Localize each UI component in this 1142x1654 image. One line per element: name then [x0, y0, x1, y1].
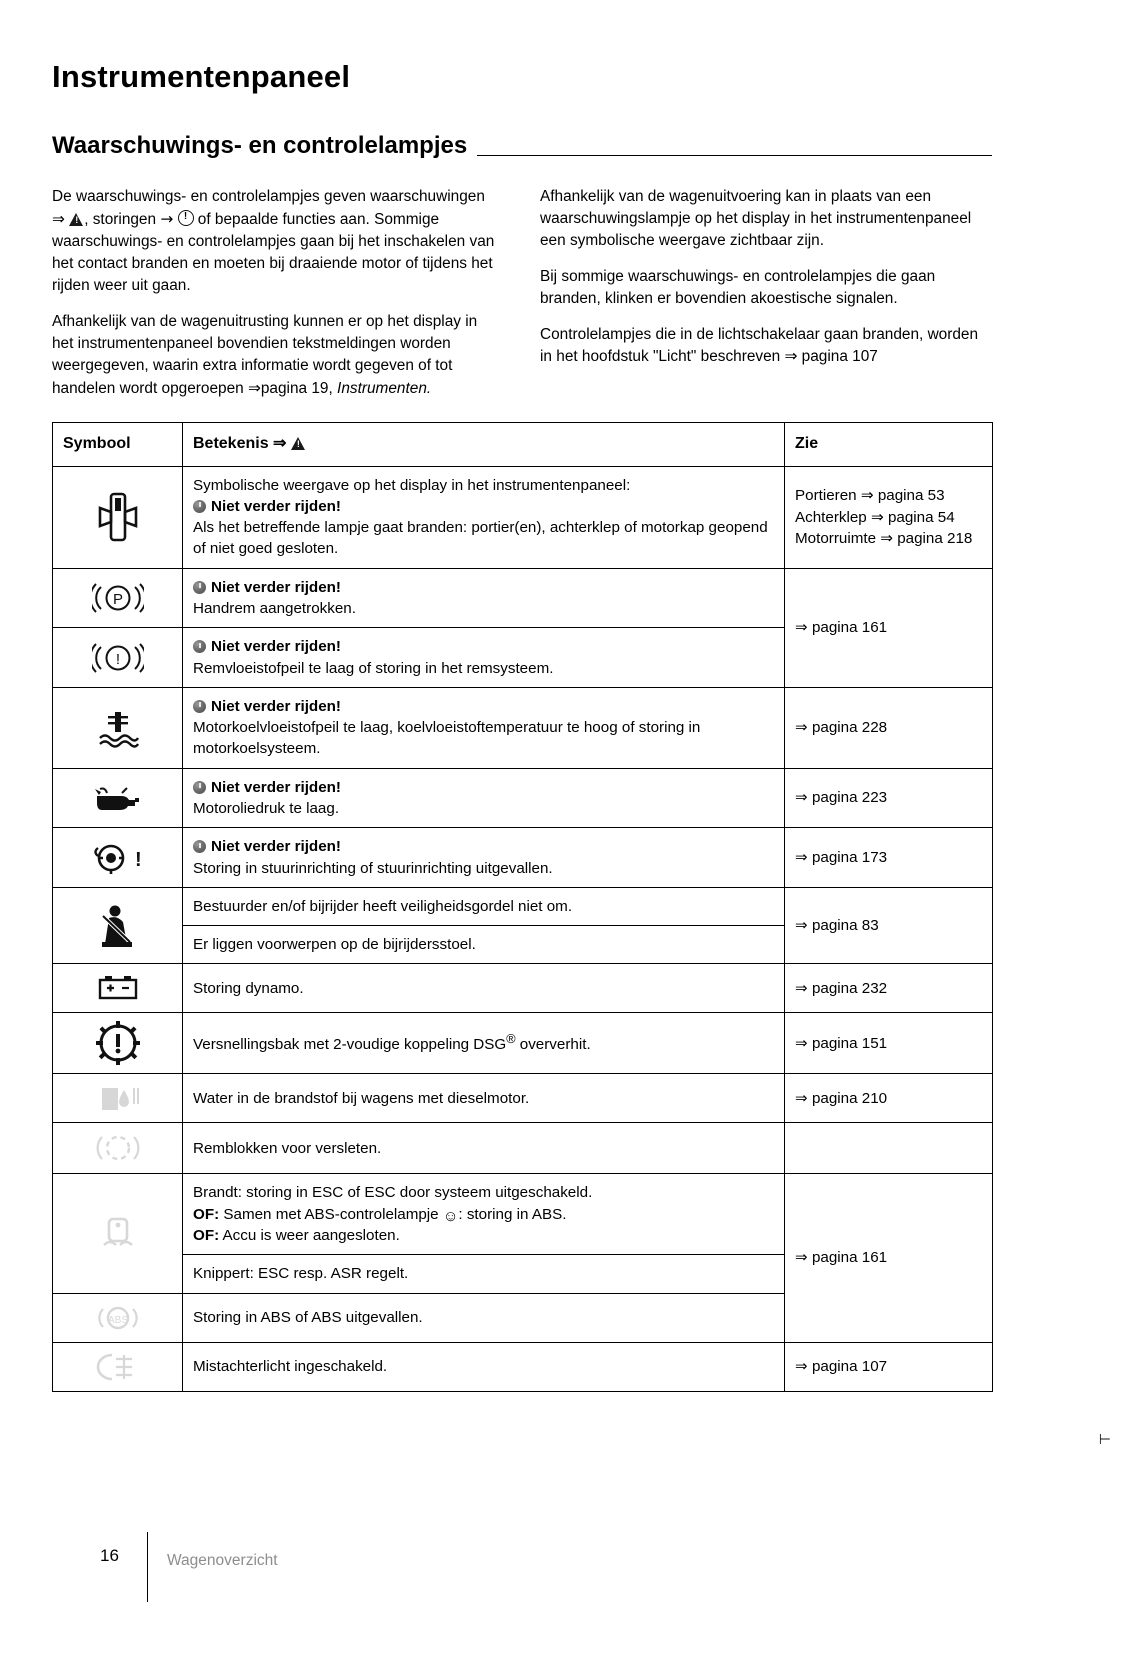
meaning-cell: Knippert: ESC resp. ASR regelt. [183, 1255, 785, 1293]
abs-inline-icon: ☺ [442, 1207, 459, 1225]
table-row [53, 1174, 993, 1255]
rear-fog-light-icon [94, 1351, 142, 1383]
symbol-cell [53, 466, 183, 568]
table-row [53, 687, 993, 768]
meaning-cell: Storing in ABS of ABS uitgevallen. [183, 1293, 785, 1342]
meaning-line: Symbolische weergave op het display in het instrumentenpaneel: [193, 476, 631, 494]
page-edge-mark: ⊢ [1098, 1431, 1110, 1447]
table-row [53, 1123, 993, 1174]
symbol-cell [53, 887, 183, 964]
see-cell: ⇒ pagina 173 [785, 828, 993, 888]
meaning-line: Niet verder rijden! [193, 496, 774, 517]
page-footer [52, 1532, 992, 1592]
alternator-battery-icon [92, 972, 144, 1004]
intro-paragraph: De waarschuwings- en controlelampjes geven waarschuwingen ⇒ ! , storingen → ! of bepaalde functies aan. Sommige waarschuwings- en controlelampjes gaan bij het inschakelen van het contact branden en moeten bij draaiende motor of tijdens het rijden weer uit gaan. [52, 186, 502, 297]
warning-bullet-icon [193, 640, 206, 653]
warning-bullet-icon [193, 781, 206, 794]
info-circle-icon [178, 210, 194, 226]
meaning-cell: Er liggen voorwerpen op de bijrijdersstoel. [183, 926, 785, 964]
meaning-cell [183, 568, 785, 628]
meaning-line: Brandt: storing in ESC of ESC door systeem uitgeschakeld. [193, 1184, 593, 1202]
meaning-line: Niet verder rijden! [193, 636, 774, 657]
symbol-cell [53, 768, 183, 828]
meaning-cell: Mistachterlicht ingeschakeld. [183, 1342, 785, 1391]
meaning-line: OF: Accu is weer aangesloten. [193, 1226, 400, 1244]
intro-columns [52, 186, 992, 400]
see-line: Motorruimte ⇒ pagina 218 [795, 528, 973, 547]
table-header-row [53, 423, 993, 466]
see-line: Achterklep ⇒ pagina 54 [795, 507, 955, 526]
meaning-cell: Bestuurder en/of bijrijder heeft veiligheidsgordel niet om. [183, 887, 785, 925]
section-title: Waarschuwings- en controlelampjes [52, 132, 477, 160]
see-cell [785, 1123, 993, 1174]
meaning-line: Niet verder rijden! [193, 577, 774, 598]
symbol-cell [53, 1342, 183, 1391]
brake-warning-icon [92, 641, 144, 675]
see-cell: ⇒ pagina 232 [785, 964, 993, 1013]
warning-bullet-icon [193, 700, 206, 713]
see-cell: ⇒ pagina 161 [785, 1174, 993, 1342]
meaning-line: Motoroliedruk te laag. [193, 800, 340, 817]
svg-text:!: ! [134, 848, 142, 871]
car-door-open-icon [96, 488, 140, 546]
meaning-line: Handrem aangetrokken. [193, 600, 356, 618]
dsg-gearbox-icon [96, 1021, 140, 1065]
table-row [53, 466, 993, 568]
warning-bullet-icon [193, 581, 206, 594]
footer-section-label: Wagenoverzicht [167, 1552, 278, 1569]
see-cell [785, 466, 993, 568]
brake-pad-wear-icon [96, 1131, 140, 1165]
column-header-see: Zie [785, 423, 993, 466]
power-steering-icon [90, 841, 146, 875]
see-cell: ⇒ pagina 223 [785, 768, 993, 828]
symbol-cell [53, 828, 183, 888]
meaning-cell [183, 1174, 785, 1255]
meaning-cell [183, 628, 785, 688]
meaning-cell [183, 687, 785, 768]
symbol-cell [53, 1074, 183, 1123]
column-header-meaning: Betekenis ⇒ ! [183, 423, 785, 466]
meaning-line: Storing in stuurinrichting of stuurinrichting uitgevallen. [193, 859, 553, 877]
meaning-line: Niet verder rijden! [193, 696, 774, 717]
warning-triangle-icon [291, 437, 306, 450]
see-cell: ⇒ pagina 107 [785, 1342, 993, 1391]
see-cell: ⇒ pagina 151 [785, 1013, 993, 1074]
seatbelt-icon [96, 902, 140, 950]
svg-text:!: ! [115, 650, 120, 668]
meaning-cell: Water in de brandstof bij wagens met dieselmotor. [183, 1074, 785, 1123]
table-row [53, 1342, 993, 1391]
intro-paragraph: Bij sommige waarschuwings- en controlelampjes die gaan branden, klinken er bovendien akoestische signalen. [540, 268, 936, 308]
meaning-line: Remvloeistofpeil te laag of storing in het remsysteem. [193, 659, 554, 677]
see-line: Portieren ⇒ pagina 53 [795, 486, 945, 505]
svg-text:ABS: ABS [107, 1314, 128, 1326]
see-cell: ⇒ pagina 228 [785, 687, 993, 768]
footer-divider [147, 1532, 148, 1602]
warning-bullet-icon [193, 840, 206, 853]
symbol-cell [53, 1293, 183, 1342]
table-row [53, 828, 993, 888]
see-cell: ⇒ pagina 83 [785, 887, 993, 964]
symbol-cell [53, 1013, 183, 1074]
symbol-cell [53, 568, 183, 628]
meaning-cell [183, 466, 785, 568]
meaning-cell: Versnellingsbak met 2-voudige koppeling DSG® oververhit. [183, 1013, 785, 1074]
see-cell: ⇒ pagina 210 [785, 1074, 993, 1123]
meaning-line: OF: Samen met ABS-controlelampje ☺: storing in ABS. [193, 1205, 567, 1225]
svg-text:P: P [112, 591, 123, 609]
table-row [53, 1074, 993, 1123]
meaning-cell: Storing dynamo. [183, 964, 785, 1013]
water-in-fuel-icon [94, 1082, 142, 1114]
table-row [53, 768, 993, 828]
column-header-symbol: Symbool [53, 423, 183, 466]
intro-right-column [540, 186, 990, 400]
symbol-cell [53, 1174, 183, 1293]
warning-bullet-icon [193, 500, 206, 513]
table-row [53, 1013, 993, 1074]
warning-lamps-table [52, 422, 993, 1391]
table-row [53, 568, 993, 628]
esc-icon [96, 1211, 140, 1255]
intro-left-column [52, 186, 502, 400]
chapter-title: Instrumentenpaneel [52, 59, 351, 94]
coolant-temperature-icon [92, 708, 144, 748]
meaning-cell [183, 768, 785, 828]
symbol-cell [53, 687, 183, 768]
parking-brake-icon [92, 581, 144, 615]
page-content [52, 60, 992, 1392]
symbol-cell [53, 964, 183, 1013]
meaning-line: Niet verder rijden! [193, 777, 774, 798]
abs-icon [94, 1302, 142, 1334]
intro-paragraph: Afhankelijk van de wagenuitvoering kan in plaats van een waarschuwingslampje op het display in het instrumentenpaneel een symbolische weergave zichtbaar zijn. [540, 188, 972, 250]
table-row [53, 964, 993, 1013]
page-number: 16 [100, 1546, 119, 1565]
warning-triangle-icon [69, 213, 84, 226]
intro-paragraph: Afhankelijk van de wagenuitrusting kunnen er op het display in het instrumentenpaneel bovendien tekstmeldingen worden weergegeven, waarin extra informatie wordt gegeven of tot handelen wordt opgeroepen ⇒pagina 19, Instrumenten. [52, 313, 478, 398]
table-row [53, 887, 993, 925]
meaning-line: Motorkoelvloeistofpeil te laag, koelvloeistoftemperatuur te hoog of storing in motorkoelsysteem. [193, 719, 701, 758]
meaning-line: Niet verder rijden! [193, 836, 774, 857]
symbol-cell [53, 628, 183, 688]
symbol-cell [53, 1123, 183, 1174]
meaning-line: Als het betreffende lampje gaat branden: portier(en), achterklep of motorkap geopend of niet goed gesloten. [193, 519, 768, 558]
oil-pressure-icon [87, 783, 149, 813]
see-cell: ⇒ pagina 161 [785, 568, 993, 687]
section-header [52, 132, 992, 160]
intro-paragraph: Controlelampjes die in de lichtschakelaar gaan branden, worden in het hoofdstuk "Licht" beschreven ⇒ pagina 107 [540, 326, 979, 366]
meaning-cell: Remblokken voor versleten. [183, 1123, 785, 1174]
meaning-cell [183, 828, 785, 888]
